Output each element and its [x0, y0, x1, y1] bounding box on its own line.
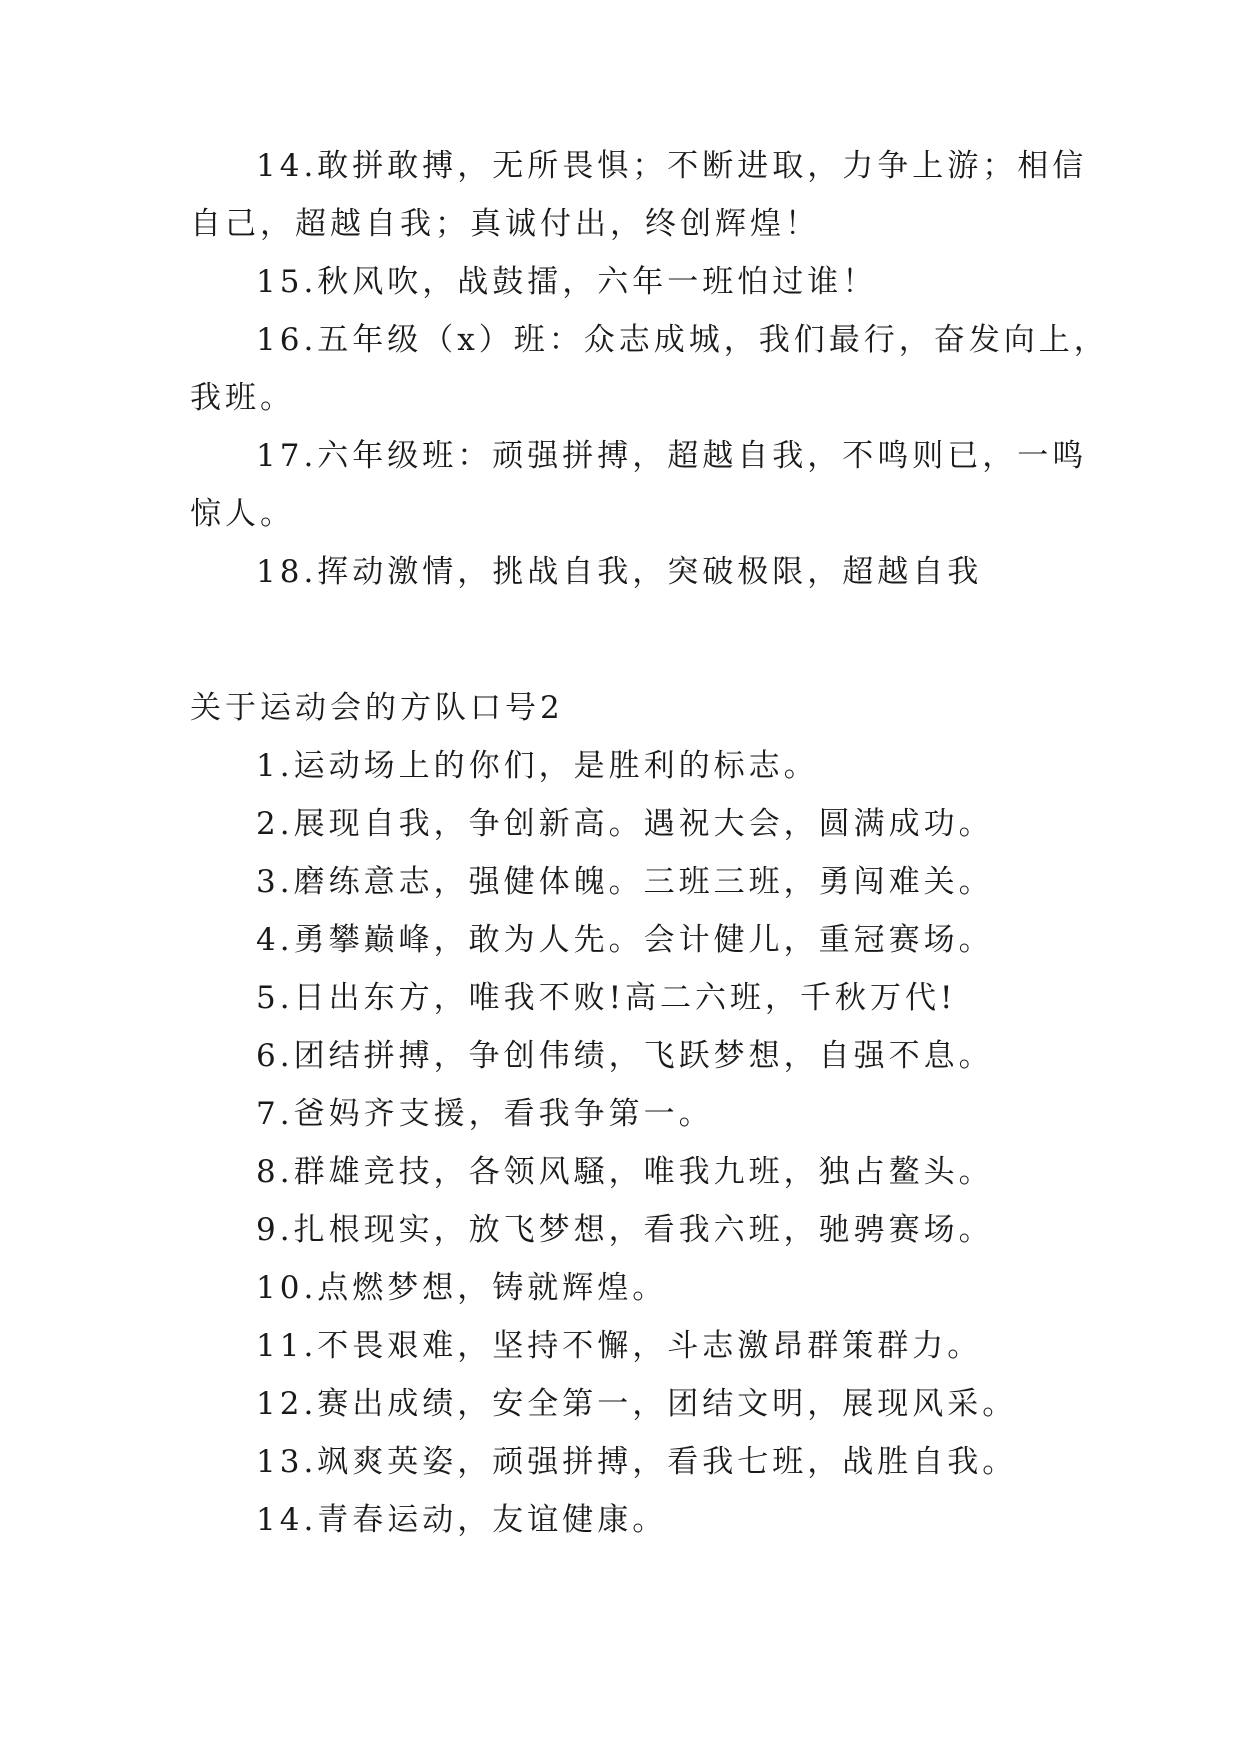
slogan-item: 3.磨练意志，强健体魄。三班三班，勇闯难关。 — [256, 864, 994, 900]
slogan-item: 4.勇攀巅峰，敢为人先。会计健儿，重冠赛场。 — [256, 922, 994, 958]
slogan-item: 1.运动场上的你们，是胜利的标志。 — [256, 748, 819, 784]
slogan-item: 14.青春运动，友谊健康。 — [256, 1502, 668, 1538]
slogan-item-continuation: 惊人。 — [190, 496, 295, 532]
slogan-item: 5.日出东方，唯我不败!高二六班，千秋万代! — [256, 980, 957, 1016]
slogan-item: 11.不畏艰难，坚持不懈，斗志激昂群策群力。 — [256, 1328, 983, 1364]
slogan-item: 18.挥动激情，挑战自我，突破极限，超越自我 — [256, 554, 983, 590]
slogan-item: 15.秋风吹，战鼓擂，六年一班怕过谁！ — [256, 264, 878, 300]
slogan-item: 17.六年级班：顽强拼搏，超越自我，不鸣则已，一鸣 — [256, 438, 1088, 474]
slogan-item-continuation: 我班。 — [190, 380, 295, 416]
slogan-list-part-1 — [190, 137, 1109, 601]
section-title: 关于运动会的方队口号2 — [190, 690, 564, 726]
slogan-item: 2.展现自我，争创新高。遇祝大会，圆满成功。 — [256, 806, 994, 842]
slogan-item: 16.五年级（x）班：众志成城，我们最行，奋发向上， — [256, 322, 1109, 358]
slogan-item-continuation: 自己，超越自我；真诚付出，终创辉煌！ — [190, 206, 820, 242]
slogan-item: 14.敢拼敢搏，无所畏惧；不断进取，力争上游；相信 — [256, 148, 1088, 184]
slogan-section-2 — [190, 679, 1070, 1549]
slogan-item: 6.团结拼搏，争创伟绩，飞跃梦想，自强不息。 — [256, 1038, 994, 1074]
slogan-item: 8.群雄竞技，各领风騒，唯我九班，独占鳌头。 — [256, 1154, 994, 1190]
slogan-item: 9.扎根现实，放飞梦想，看我六班，驰骋赛场。 — [256, 1212, 994, 1248]
slogan-item: 12.赛出成绩，安全第一，团结文明，展现风采。 — [256, 1386, 1018, 1422]
slogan-item: 10.点燃梦想，铸就辉煌。 — [256, 1270, 668, 1306]
slogan-item: 7.爸妈齐支援，看我争第一。 — [256, 1096, 714, 1132]
slogan-item: 13.飒爽英姿，顽强拼搏，看我七班，战胜自我。 — [256, 1444, 1018, 1480]
